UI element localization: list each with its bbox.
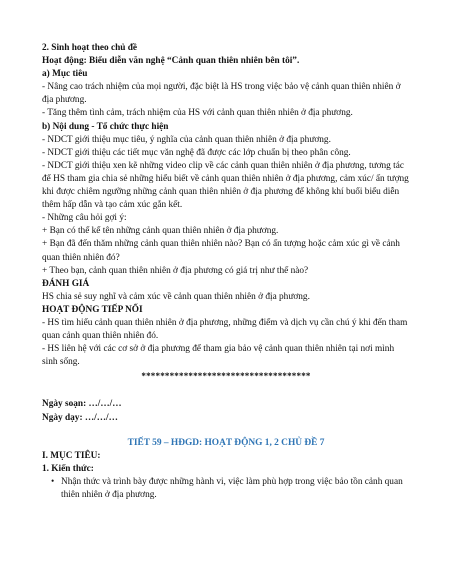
paragraph: - Những câu hỏi gợi ý: bbox=[42, 213, 127, 224]
paragraph: - Tăng thêm tình cảm, trách nhiệm của HS với cảnh quan thiên nhiên ở địa phương. bbox=[42, 108, 353, 119]
paragraph: - HS tìm hiểu cảnh quan thiên nhiên ở địa phương, những điểm và dịch vụ cần chú ý khi đến tham quan cảnh quan thiên nhiên đó. bbox=[42, 317, 408, 342]
spacer bbox=[42, 383, 410, 398]
spacer bbox=[42, 425, 410, 437]
document-body bbox=[42, 42, 410, 502]
separator-line: ************************************ bbox=[141, 371, 311, 382]
paragraph: - NDCT giới thiệu xen kẽ những video clip về các cảnh quan thiên nhiên ở địa phương, tương tác để HS tham gia chia sẻ những hiểu biết về cảnh quan thiên nhiên ở địa phương, cảm xúc/ ấn tượng khi được chiêm ngưỡng những cảnh quan thiên nhiên ở địa phương để không khí buổi biểu diễn thêm hấp dẫn và tạo cảm xúc gắn kết. bbox=[42, 160, 409, 211]
list-item-text: Nhận thức và trình bày được những hành vi, việc làm phù hợp trong việc bảo tồn cảnh quan thiên nhiên ở địa phương. bbox=[61, 476, 403, 500]
question-item: + Bạn đã đến thăm những cảnh quan thiên nhiên nào? Bạn có ấn tượng hoặc cảm xúc gì về cảnh quan thiên nhiên đó? bbox=[42, 239, 400, 263]
knowledge-heading: 1. Kiến thức: bbox=[42, 463, 94, 474]
section-heading: 2. Sinh hoạt theo chủ đề bbox=[42, 43, 138, 53]
paragraph: - Nâng cao trách nhiệm của mọi người, đặc biệt là HS trong việc bảo vệ cảnh quan thiên nhiên ở địa phương. bbox=[42, 82, 401, 106]
list-item bbox=[42, 476, 410, 502]
paragraph: - HS liên hệ với các cơ sở ở địa phương để tham gia bảo vệ cảnh quan thiên nhiên tại nơi mình sinh sống. bbox=[42, 344, 395, 368]
subheading-evaluation: ĐÁNH GIÁ bbox=[42, 278, 90, 289]
subheading-follow-up: HOẠT ĐỘNG TIẾP NỐI bbox=[42, 304, 143, 315]
paragraph: - NDCT giới thiệu các tiết mục văn nghệ đã được các lớp chuẩn bị theo phân công. bbox=[42, 147, 351, 158]
teach-date: Ngày dạy: …/…/… bbox=[42, 412, 118, 423]
activity-title: Hoạt động: Biểu diễn văn nghệ “Cảnh quan thiên nhiên bên tôi”. bbox=[42, 56, 300, 67]
paragraph: HS chia sẻ suy nghĩ và cảm xúc về cảnh quan thiên nhiên ở địa phương. bbox=[42, 291, 310, 302]
subheading-content: b) Nội dung - Tổ chức thực hiện bbox=[42, 121, 169, 132]
subheading-objectives: a) Mục tiêu bbox=[42, 69, 88, 80]
lesson-title: TIẾT 59 – HĐGD: HOẠT ĐỘNG 1, 2 CHỦ ĐỀ 7 bbox=[127, 437, 325, 448]
question-item: + Bạn có thể kể tên những cảnh quan thiên nhiên ở địa phương. bbox=[42, 226, 279, 237]
objectives-heading: I. MỤC TIÊU: bbox=[42, 450, 101, 461]
bullet-icon: • bbox=[51, 476, 55, 487]
prep-date: Ngày soạn: …/…/… bbox=[42, 399, 122, 410]
question-item: + Theo bạn, cảnh quan thiên nhiên ở địa phương có giá trị như thế nào? bbox=[42, 265, 309, 276]
paragraph: - NDCT giới thiệu mục tiêu, ý nghĩa của cảnh quan thiên nhiên ở địa phương. bbox=[42, 134, 331, 145]
